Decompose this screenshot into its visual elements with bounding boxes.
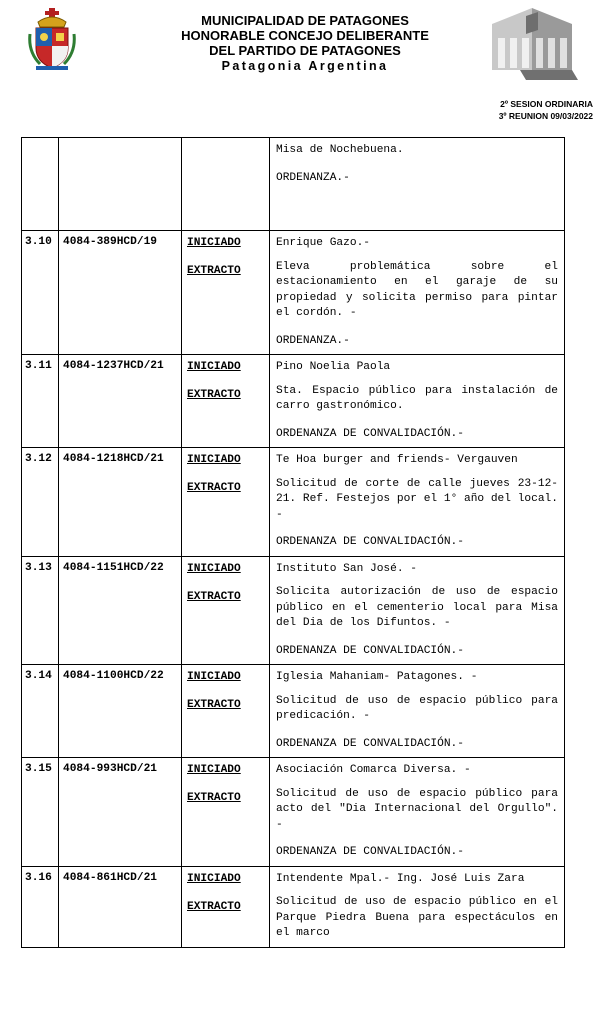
extracto-text: Sta. Espacio público para instalación de carro gastronómico.: [276, 384, 558, 412]
extracto-label: EXTRACTO: [187, 389, 241, 401]
extracto-text: Eleva problemática sobre el estacionamiento en el garaje de su propiedad y solicita permiso para pintar el cordón. -: [276, 260, 558, 319]
label-cell: [182, 556, 270, 665]
num-cell: [22, 138, 59, 231]
iniciado-text: Iglesia Mahaniam- Patagones. -: [276, 671, 478, 683]
item-number: 3.13: [22, 556, 59, 665]
header-line-1: MUNICIPALIDAD DE PATAGONES: [201, 13, 409, 28]
extracto-text: Solicitud de uso de espacio público para predicación. -: [276, 694, 558, 722]
label-cell: [182, 231, 270, 355]
table-row-continuation: [22, 138, 565, 231]
expediente-cell: [59, 138, 182, 231]
iniciado-text: Asociación Comarca Diversa. -: [276, 764, 471, 776]
item-number: 3.11: [22, 355, 59, 448]
expediente-number: 4084-993HCD/21: [59, 758, 182, 867]
label-cell: [182, 665, 270, 758]
extracto-text: Solicitud de corte de calle jueves 23-12-21. Ref. Festejos por el 1° año del local. -: [276, 477, 558, 521]
table-row: [22, 665, 565, 758]
expediente-number: 4084-1237HCD/21: [59, 355, 182, 448]
ordinance-text: ORDENANZA DE CONVALIDACIÓN.-: [276, 737, 464, 750]
iniciado-label: INICIADO: [187, 237, 241, 249]
session-info: [499, 98, 593, 122]
item-number: 3.10: [22, 231, 59, 355]
content-cell: [270, 556, 565, 665]
iniciado-text: Te Hoa burger and friends- Vergauven: [276, 454, 518, 466]
ordinance-text: ORDENANZA.-: [276, 334, 350, 347]
expediente-number: 4084-389HCD/19: [59, 231, 182, 355]
label-cell: [182, 866, 270, 947]
iniciado-text: Enrique Gazo.-: [276, 237, 370, 249]
header-line-4: Patagonia Argentina: [221, 59, 389, 73]
iniciado-label: INICIADO: [187, 454, 241, 466]
extracto-label: EXTRACTO: [187, 265, 241, 277]
item-number: 3.16: [22, 866, 59, 947]
extracto-label: EXTRACTO: [187, 792, 241, 804]
council-building-logo: [486, 4, 580, 80]
extracto-label: EXTRACTO: [187, 699, 241, 711]
content-cell: [270, 866, 565, 947]
ordinance-text: ORDENANZA DE CONVALIDACIÓN.-: [276, 427, 464, 440]
expediente-number: 4084-861HCD/21: [59, 866, 182, 947]
ordinance-text: ORDENANZA DE CONVALIDACIÓN.-: [276, 644, 464, 657]
ordinance-text: ORDENANZA DE CONVALIDACIÓN.-: [276, 536, 464, 548]
label-cell: [182, 138, 270, 231]
document-header: [150, 13, 460, 74]
header-line-3: DEL PARTIDO DE PATAGONES: [209, 43, 401, 58]
iniciado-label: INICIADO: [187, 872, 241, 885]
content-cell: [270, 448, 565, 557]
label-cell: [182, 758, 270, 867]
expediente-number: 4084-1218HCD/21: [59, 448, 182, 557]
agenda-table: [21, 137, 565, 948]
header-line-2: HONORABLE CONCEJO DELIBERANTE: [181, 28, 429, 43]
session-line-2: 3º REUNION 09/03/2022: [498, 111, 593, 121]
content-cell: [270, 231, 565, 355]
extracto-label: EXTRACTO: [187, 900, 241, 913]
coat-of-arms-logo: [28, 8, 76, 70]
iniciado-label: INICIADO: [187, 764, 241, 776]
iniciado-label: INICIADO: [187, 671, 241, 683]
label-cell: [182, 355, 270, 448]
continuation-text: Misa de Nochebuena.: [276, 144, 404, 156]
content-cell: [270, 138, 565, 231]
iniciado-label: INICIADO: [187, 361, 241, 373]
ordinance-text: ORDENANZA DE CONVALIDACIÓN.-: [276, 846, 464, 858]
item-number: 3.14: [22, 665, 59, 758]
iniciado-text: Intendente Mpal.- Ing. José Luis Zara: [276, 872, 525, 885]
extracto-text: Solicita autorización de uso de espacio público en el cementerio local para Misa del Dia de los Difuntos. -: [276, 586, 558, 629]
table-row: [22, 355, 565, 448]
table-row: [22, 556, 565, 665]
extracto-text: Solicitud de uso de espacio público en el Parque Piedra Buena para espectáculos en el marco: [276, 896, 558, 939]
label-cell: [182, 448, 270, 557]
item-number: 3.15: [22, 758, 59, 867]
iniciado-text: Instituto San José. -: [276, 562, 417, 575]
extracto-text: Solicitud de uso de espacio público para acto del "Dia Internacional del Orgullo". -: [276, 787, 558, 831]
table-row: [22, 231, 565, 355]
continuation-ordinance: ORDENANZA.-: [276, 171, 350, 184]
extracto-label: EXTRACTO: [187, 482, 241, 494]
extracto-label: EXTRACTO: [187, 590, 241, 603]
content-cell: [270, 665, 565, 758]
item-number: 3.12: [22, 448, 59, 557]
table-row: [22, 758, 565, 867]
expediente-number: 4084-1151HCD/22: [59, 556, 182, 665]
iniciado-label: INICIADO: [187, 562, 241, 575]
table-row: [22, 866, 565, 947]
iniciado-text: Pino Noelia Paola: [276, 361, 391, 373]
content-cell: [270, 355, 565, 448]
content-cell: [270, 758, 565, 867]
table-row: [22, 448, 565, 557]
session-line-1: 2º SESION ORDINARIA: [500, 99, 593, 109]
expediente-number: 4084-1100HCD/22: [59, 665, 182, 758]
